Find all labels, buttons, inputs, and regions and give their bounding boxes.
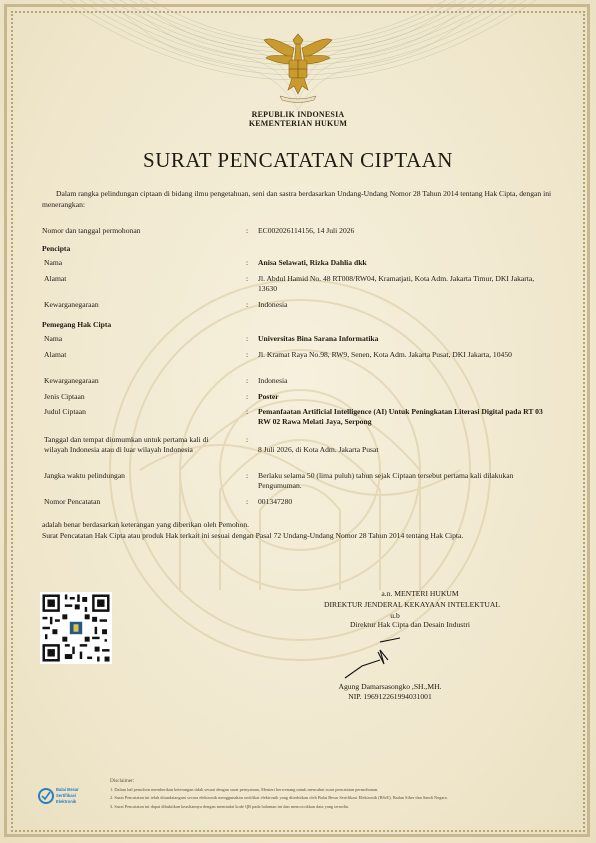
garuda-emblem-icon <box>258 26 338 106</box>
closing-line-2: Surat Pencatatan Hak Cipta atau produk Hak terkait ini sesuai dengan Pasal 72 Undang-Undang Nomor 28 Tahun 2014 tentang Hak Cipta. <box>42 531 464 540</box>
sig-ub: u.b <box>390 611 400 620</box>
work-record: 001347280 <box>258 497 293 506</box>
work-title: Pemanfaatan Artificial Intelligence (AI) Untuk Peningkatan Literasi Digital pada RT 03 RW 02 Rawa Melati Jaya, Serpong <box>258 407 543 426</box>
application-value: EC002026114156, 14 Juli 2026 <box>258 226 355 235</box>
header-ministry: KEMENTERIAN HUKUM <box>248 119 348 128</box>
sig-nip: NIP. 196912261994031001 <box>348 692 432 701</box>
work-announce-label: Tanggal dan tempat diumumkan untuk pertama kali di wilayah Indonesia atau di luar wilayah Indonesia <box>44 435 209 454</box>
header-country: REPUBLIK INDONESIA <box>251 110 345 119</box>
intro-paragraph: Dalam rangka pelindungan ciptaan di bidang ilmu pengetahuan, seni dan sastra berdasarkan Undang-Undang Nomor 28 Tahun 2014 tentang Hak Cipta, dengan ini menerangkan: <box>42 189 552 209</box>
disclaimer <box>110 777 570 811</box>
sig-name: Agung Damarsasongko ,SH.,MH. <box>338 682 442 691</box>
pencipta-nationality-label: Kewarganegaraan <box>44 300 99 309</box>
bsre-logo-icon <box>38 784 98 808</box>
svg-text:Balai Besar: Balai Besar <box>56 787 79 792</box>
disclaimer-item: 1. Dalam hal pemohon memberikan keterangan tidak sesuai dengan surat pernyataan, Menteri berwenang untuk mencabut surat pencatatan permohonan. <box>110 786 379 792</box>
pemegang-name: Universitas Bina Sarana Informatika <box>258 334 379 343</box>
work-type: Poster <box>258 392 279 401</box>
work-record-label: Nomor Pencatatan <box>44 497 101 506</box>
pencipta-name-label: Nama <box>44 258 63 267</box>
pemegang-nationality-label: Kewarganegaraan <box>44 376 99 385</box>
pencipta-nationality: Indonesia <box>258 300 288 309</box>
pencipta-address-label: Alamat <box>44 274 67 283</box>
document-title: SURAT PENCATATAN CIPTAAN <box>143 148 453 172</box>
work-announce: 8 Juli 2026, di Kota Adm. Jakarta Pusat <box>258 445 379 454</box>
pemegang-heading: Pemegang Hak Cipta <box>42 320 112 329</box>
work-period: Berlaku selama 50 (lima puluh) tahun sejak Ciptaan tersebut pertama kali dilakukan Pengumuman. <box>258 471 514 490</box>
pemegang-name-label: Nama <box>44 334 63 343</box>
work-period-label: Jangka waktu pelindungan <box>44 471 125 480</box>
qr-code[interactable] <box>40 592 112 664</box>
svg-text:Elektronik: Elektronik <box>56 799 77 804</box>
disclaimer-title: Disclaimer: <box>110 778 135 784</box>
colon: : <box>246 226 249 235</box>
svg-text:Sertifikasi: Sertifikasi <box>56 793 77 798</box>
disclaimer-item: 2. Surat Pencatatan ini telah ditandatangani secara elektronik menggunakan sertifikat elektronik yang diterbitkan oleh Balai Besar Sertifikasi Elektronik (BSrE), Badan Siber dan Sandi Negara. <box>110 795 448 800</box>
disclaimer-item: 3. Surat Pencatatan ini dapat dibuktikan keasliannya dengan memindai kode QR pada halaman ini dan mencocokkan data yang tersedia. <box>110 803 349 809</box>
handwritten-signature <box>340 632 430 682</box>
certificate-page: REPUBLIK INDONESIA KEMENTERIAN HUKUM SURAT PENCATATAN CIPTAAN Dalam rangka pelindungan ciptaan di bidang ilmu pengetahuan, seni dan sastra berdasarkan Undang-Undang Nomor 28 Tahun 2014 tentang Hak Cipta, dengan ini menerangkan: Nomor dan tanggal permohonan : EC002026114156, 14 Juli 2026 Pencipta Nama : Anisa Selawati, Rizka Dahlia dkk Alamat : Jl. Abdul Hamid No. 48 RT008/RW04, Kramatjati, Kota Adm. Jakarta Timur, DKI Jakarta, 13630 Kewarganegaraan : Indonesia Pemegang Hak Cipta Nama : Universitas Bina Sarana Informatika Alamat : Jl. Kramat Raya No.98, RW9, Senen, Kota Adm. Jakarta Pusat, DKI Jakarta, 10450 Kewarganegaraan : Indonesia Jenis Ciptaan : Poster Judul Ciptaan : Pemanfaatan Artificial Intelligence (AI) Untuk Peningkatan Literasi Digital pada RT 03 RW 02 Rawa Melati Jaya, Serpong Tanggal dan tempat diumumkan untuk pertama kali di wilayah Indonesia atau di luar wilayah Indonesia : 8 Juli 2026, di Kota Adm. Jakarta Pusat Jangka waktu pelindungan : Berlaku selama 50 (lima puluh) tahun sejak Ciptaan tersebut pertama kali dilakukan Pengumuman. Nomor Pencatatan : 001347280 adalah benar berdasarkan keterangan yang diberikan oleh Pemohon. Surat Pencatatan Hak Cipta atau produk Hak terkait ini sesuai dengan Pasal 72 Undang-Undang Nomor 28 Tahun 2014 tentang Hak Cipta. a.n. MENTERI HUKUM DIREKTUR JENDERAL KEKAYAAN INTELEKTUAL u.b Direktur Hak Cipta dan Desain Industri Agung Damarsasongko ,SH.,MH. NIP. 196912261994031001 Balai Besar Sertifikasi Elektronik Disclaimer: 1. Dalam hal pemohon memberikan keterangan tidak sesuai dengan surat pernyataan, Menteri berwenang untuk mencabut surat pencatatan permohonan. 2. Surat Pencatatan ini telah ditandatangani secara elektronik menggunakan sertifikat elektronik yang diterbitkan oleh Balai Besar Sertifikasi Elektronik (BSrE), Badan Siber dan Sandi Negara. 3. Surat Pencatatan ini dapat dibuktikan keasliannya dengan memindai kode QR pada halaman ini dan mencocokkan data yang tersedia. <box>0 0 596 843</box>
pemegang-address-label: Alamat <box>44 350 67 359</box>
pemegang-address: Jl. Kramat Raya No.98, RW9, Senen, Kota Adm. Jakarta Pusat, DKI Jakarta, 10450 <box>258 350 512 359</box>
pemegang-nationality: Indonesia <box>258 376 288 385</box>
pencipta-name: Anisa Selawati, Rizka Dahlia dkk <box>258 258 367 267</box>
sig-director: Direktur Hak Cipta dan Desain Industri <box>350 620 470 629</box>
application-label: Nomor dan tanggal permohonan <box>42 226 141 235</box>
sig-an: a.n. MENTERI HUKUM <box>381 589 459 598</box>
sig-dirjen: DIREKTUR JENDERAL KEKAYAAN INTELEKTUAL <box>324 600 500 609</box>
work-type-label: Jenis Ciptaan <box>44 392 85 401</box>
pencipta-address: Jl. Abdul Hamid No. 48 RT008/RW04, Kramatjati, Kota Adm. Jakarta Timur, DKI Jakarta, 13630 <box>258 274 535 293</box>
pencipta-heading: Pencipta <box>42 244 71 253</box>
closing-line-1: adalah benar berdasarkan keterangan yang diberikan oleh Pemohon. <box>42 520 250 529</box>
work-title-label: Judul Ciptaan <box>44 407 86 416</box>
